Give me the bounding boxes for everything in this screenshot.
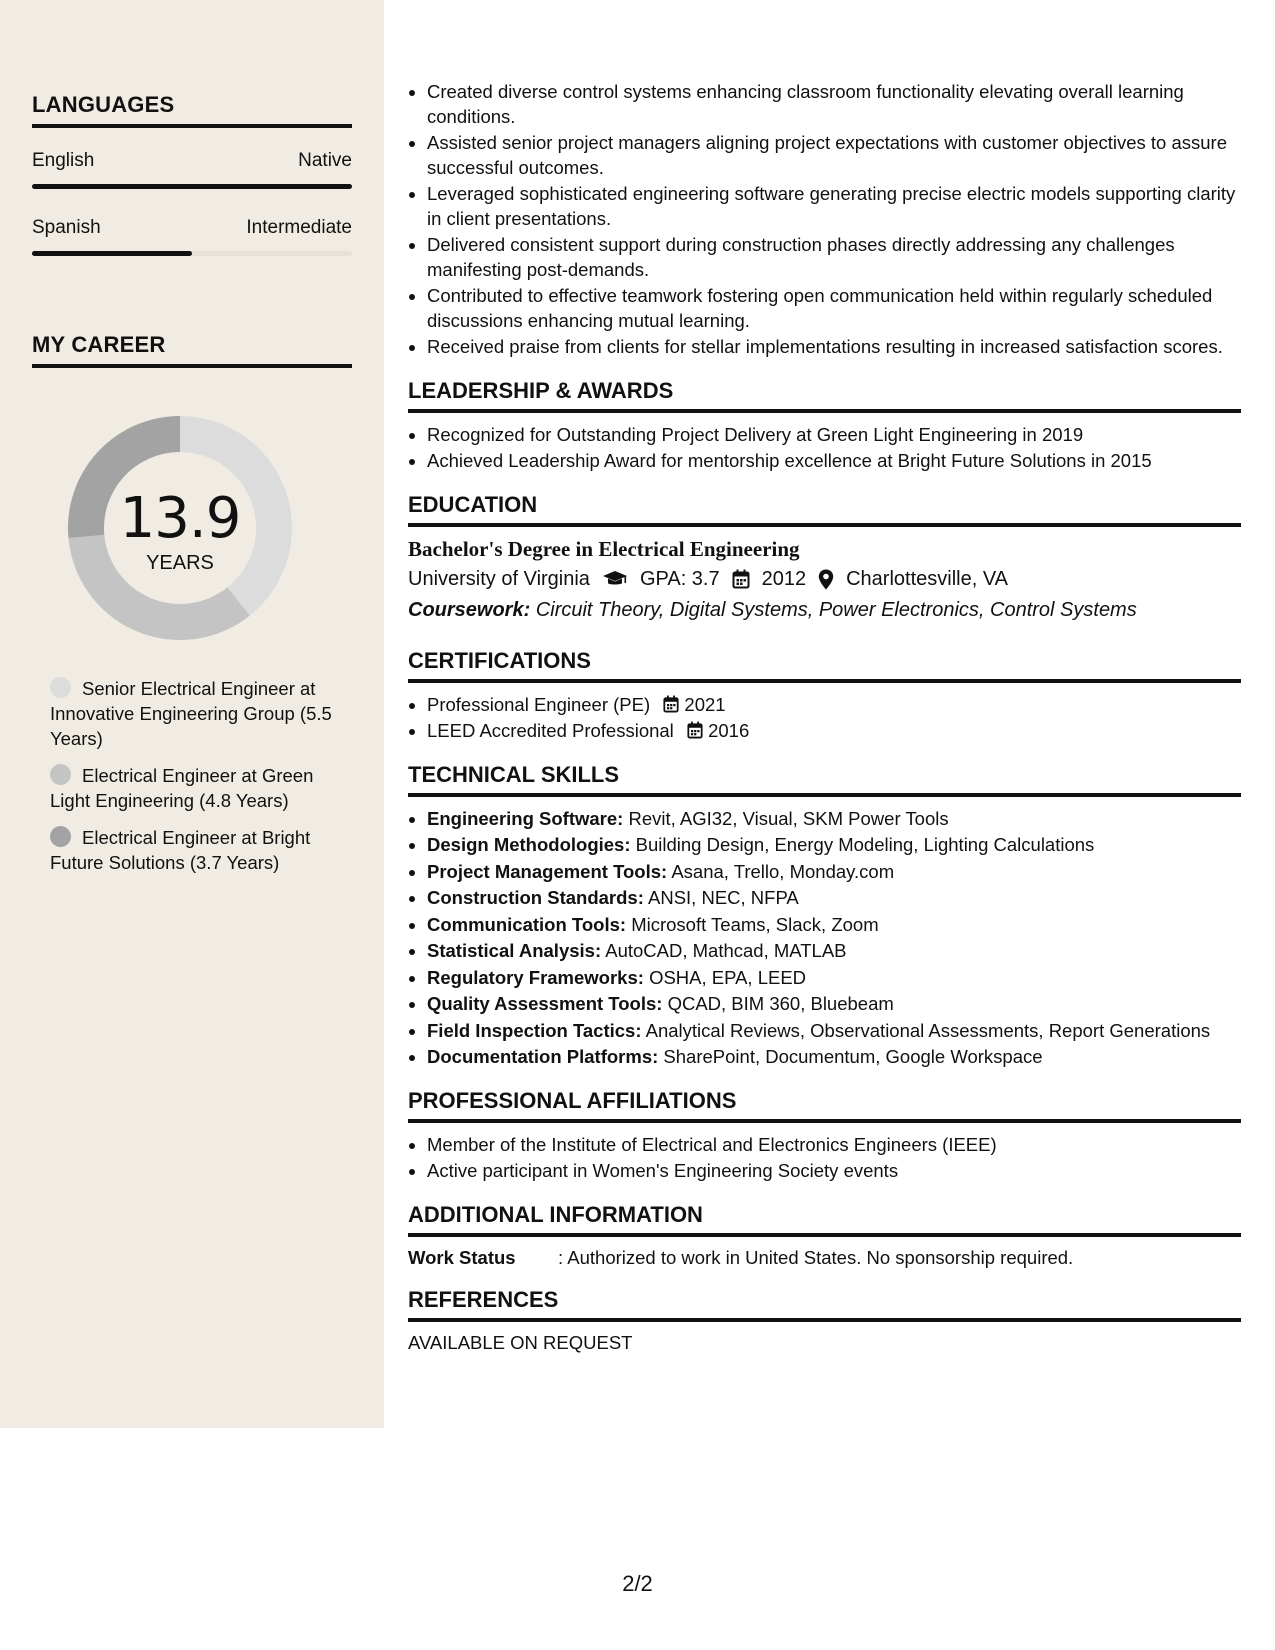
languages-section [32,92,352,256]
skill-values: OSHA, EPA, LEED [649,966,807,988]
language-bar-english [32,184,352,189]
language-row-spanish [32,217,352,239]
career-legend-label: Electrical Engineer at Bright Future Solutions (3.7 Years) [50,827,311,873]
references-text: AVAILABLE ON REQUEST [408,1331,633,1353]
certification-item [427,693,1241,718]
affiliations-title: PROFESSIONAL AFFILIATIONS [408,1088,1241,1123]
language-name: English [32,150,95,171]
skill-category: Construction Standards: [427,887,644,908]
skill-values: Building Design, Energy Modeling, Lighting Calculations [635,834,1095,855]
skill-item [427,966,1241,991]
skill-values: Microsoft Teams, Slack, Zoom [631,913,879,935]
legend-dot-icon [50,764,71,785]
location-pin-icon [818,569,834,590]
affiliation-item: • Active participant in Women's Engineering Society events [427,1159,1241,1184]
sidebar [0,0,384,1428]
calendar-icon [687,721,703,739]
calendar-icon [732,569,750,589]
experience-bullet: • Leveraged sophisticated engineering software generating precise electric models supporting clarity in client presentations. [427,182,1241,231]
experience-bullet: • Created diverse control systems enhancing classroom functionality elevating overall learning conditions. [427,80,1241,129]
additional-info-title: ADDITIONAL INFORMATION [408,1202,1241,1237]
skill-item [427,860,1241,885]
certifications-list [408,693,1241,744]
calendar-icon [663,695,679,713]
affiliations-list [408,1133,1241,1184]
skills-list [408,807,1241,1070]
career-donut-chart [66,414,294,642]
language-level: Native [298,150,352,171]
skill-item [427,833,1241,858]
page-number: 2/2 [622,1571,653,1596]
main-content [408,80,1241,1354]
award-item: • Recognized for Outstanding Project Delivery at Green Light Engineering in 2019 [427,423,1241,448]
certification-name: LEED Accredited Professional [427,720,674,741]
skill-values: AutoCAD, Mathcad, MATLAB [605,940,847,961]
language-level: Intermediate [246,217,352,238]
language-name: Spanish [32,217,101,238]
legend-dot-icon [50,677,71,698]
skill-category: Project Management Tools: [427,860,668,882]
career-title: MY CAREER [32,332,352,368]
skill-values: SharePoint, Documentum, Google Workspace [663,1046,1043,1067]
languages-title: LANGUAGES [32,92,352,128]
skill-item [427,913,1241,938]
career-total-years: 13.9 [119,486,241,551]
experience-bullet: • Contributed to effective teamwork fostering open communication held within regularly scheduled discussions enhancing mutual learning. [427,284,1241,333]
language-bar-fill [32,251,192,256]
certification-name: Professional Engineer (PE) [427,693,651,715]
education-title: EDUCATION [408,492,1241,527]
skill-category: Quality Assessment Tools: [427,993,663,1014]
experience-bullet: • Assisted senior project managers aligning project expectations with customer objectives to assure successful outcomes. [427,131,1241,180]
career-legend-item [50,763,340,813]
skill-category: Communication Tools: [427,913,627,935]
skill-item [427,939,1241,964]
work-status-value: : Authorized to work in United States. No sponsorship required. [558,1246,1074,1268]
skill-category: Field Inspection Tactics: [427,1019,642,1041]
skill-item [427,1045,1241,1070]
skill-category: Statistical Analysis: [427,940,602,961]
work-status-row [408,1247,1241,1269]
skill-category: Design Methodologies: [427,834,631,855]
certifications-title: CERTIFICATIONS [408,648,1241,683]
career-legend-item [50,825,340,875]
certification-item [427,719,1241,744]
references-title: REFERENCES [408,1287,1241,1322]
award-item: • Achieved Leadership Award for mentorship excellence at Bright Future Solutions in 2015 [427,449,1241,474]
language-bar-spanish [32,251,352,256]
career-years-unit: YEARS [146,552,214,574]
education-details [408,568,1241,591]
career-legend-label: Electrical Engineer at Green Light Engineering (4.8 Years) [50,765,314,811]
education-gpa: GPA: 3.7 [639,567,720,590]
skill-category: Documentation Platforms: [427,1046,659,1067]
skill-item [427,992,1241,1017]
awards-list [408,423,1241,474]
education-degree: Bachelor's Degree in Electrical Engineering [408,536,800,561]
coursework-label: Coursework: [408,598,531,621]
certification-year: 2021 [684,693,726,715]
graduation-cap-icon [602,570,628,588]
career-legend-item [50,676,340,751]
skill-values: Asana, Trello, Monday.com [671,860,895,882]
language-row-english [32,150,352,172]
experience-bullet: • Received praise from clients for stellar implementations resulting in increased satisfaction scores. [427,335,1241,360]
education-year: 2012 [761,567,807,590]
experience-bullets [408,80,1241,360]
skills-title: TECHNICAL SKILLS [408,762,1241,797]
affiliation-item: • Member of the Institute of Electrical and Electronics Engineers (IEEE) [427,1133,1241,1158]
career-legend-label: Senior Electrical Engineer at Innovative Engineering Group (5.5 Years) [50,678,332,749]
certification-year: 2016 [708,720,750,741]
skill-values: QCAD, BIM 360, Bluebeam [667,993,894,1014]
skill-item [427,807,1241,832]
skill-values: Analytical Reviews, Observational Assessments, Report Generations [645,1019,1211,1041]
career-section [32,332,352,368]
education-location: Charlottesville, VA [846,567,1009,590]
skill-values: Revit, AGI32, Visual, SKM Power Tools [628,807,949,829]
awards-title: LEADERSHIP & AWARDS [408,378,1241,413]
skill-category: Regulatory Frameworks: [427,966,644,988]
experience-bullet: • Delivered consistent support during construction phases directly addressing any challenges manifesting post-demands. [427,233,1241,282]
skill-values: ANSI, NEC, NFPA [648,887,799,908]
skill-category: Engineering Software: [427,807,624,829]
education-coursework [408,599,1241,622]
work-status-label: Work Status [408,1246,516,1268]
coursework-text: Circuit Theory, Digital Systems, Power Electronics, Control Systems [535,598,1137,621]
legend-dot-icon [50,826,71,847]
skill-item [427,1019,1241,1044]
language-bar-fill [32,184,352,189]
education-school: University of Virginia [408,567,590,590]
skill-item [427,886,1241,911]
career-legend [50,676,340,887]
